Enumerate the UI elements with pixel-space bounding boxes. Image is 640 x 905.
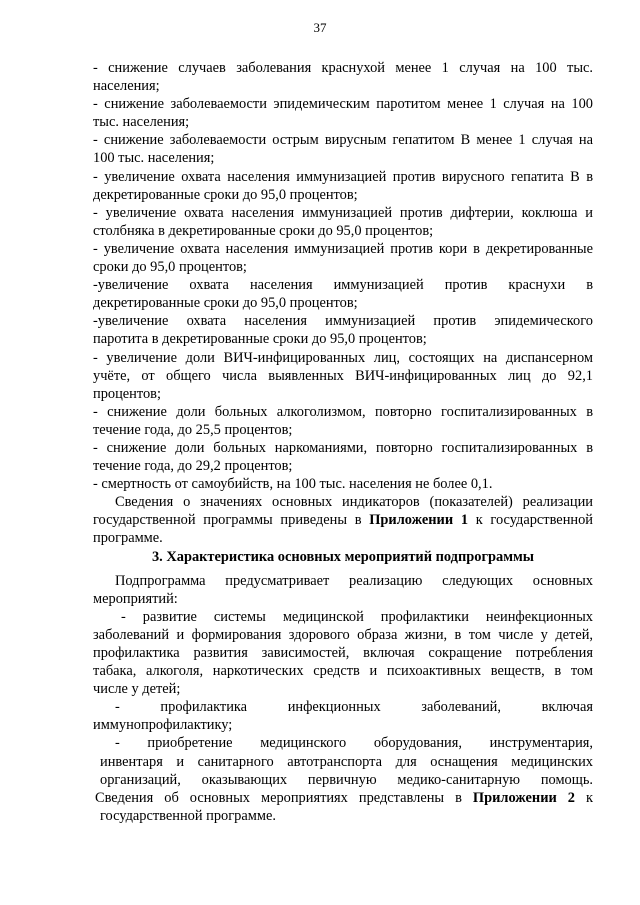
text-line: процентов; [93, 385, 161, 402]
text-span: государственной программы приведены в [93, 512, 370, 529]
text-line [93, 511, 593, 529]
section-heading: 3. Характеристика основных мероприятий подпрограммы [151, 548, 535, 565]
text-line: Сведения о значениях основных индикаторов (показателей) реализации [115, 494, 593, 511]
text-line: декретированные сроки до 95,0 процентов; [93, 186, 358, 203]
text-span: к [575, 789, 593, 806]
text-line: - снижение заболеваемости острым вирусным гепатитом В менее 1 случая на [93, 132, 593, 149]
text-span: к государственной [468, 512, 593, 529]
text-line: декретированные сроки до 95,0 процентов; [93, 295, 358, 312]
text-line: тыс. населения; [93, 114, 190, 131]
text-line: учёте, от общего числа выявленных ВИЧ-инфицированных лиц до 92,1 [93, 367, 593, 384]
text-line: - снижение заболеваемости эпидемическим паротитом менее 1 случая на 100 [93, 96, 593, 113]
text-line: организаций, оказывающих первичную медико-санитарную помощь. [100, 771, 593, 788]
text-line: течение года, до 29,2 процентов; [93, 458, 293, 475]
text-line: числе у детей; [93, 681, 181, 698]
text-line: паротита в декретированные сроки до 95,0 процентов; [93, 331, 427, 348]
text-line: - смертность от самоубийств, на 100 тыс. населения не более 0,1. [93, 476, 493, 493]
text-line: -увеличение охвата населения иммунизацией против эпидемического [93, 313, 593, 330]
document-body [93, 59, 593, 825]
text-line: иммунопрофилактику; [93, 717, 233, 734]
page-number: 37 [313, 20, 327, 35]
text-line: мероприятий: [93, 590, 178, 607]
text-line: - увеличение доли ВИЧ-инфицированных лиц, состоящих на диспансерном [93, 349, 593, 366]
text-line: - профилактика инфекционных заболеваний, включая [115, 699, 593, 716]
text-line: - снижение случаев заболевания краснухой менее 1 случая на 100 тыс. [93, 60, 593, 76]
text-line: инвентаря и санитарного автотранспорта для оснащения медицинских [100, 753, 593, 770]
text-line: табака, алкоголя, наркотических средств и психоактивных веществ, в том [93, 663, 593, 680]
text-line: заболеваний и формирования здорового образа жизни, в том числе у детей, [93, 626, 593, 643]
text-line: населения; [93, 78, 160, 95]
text-line: - увеличение охвата населения иммунизацией против кори в декретированные [93, 240, 593, 257]
appendix-1-reference: Приложении 1 [369, 512, 469, 529]
text-line: - увеличение охвата населения иммунизацией против дифтерии, коклюша и [93, 204, 593, 221]
appendix-2-reference: Приложении 2 [472, 789, 575, 806]
text-line: - снижение доли больных алкоголизмом, повторно госпитализированных в [93, 403, 593, 420]
text-line: 100 тыс. населения; [93, 150, 215, 167]
text-line: -увеличение охвата населения иммунизацией против краснухи в [93, 277, 593, 294]
text-line: столбняка в декретированные сроки до 95,0 процентов; [93, 222, 434, 239]
text-line: течение года, до 25,5 процентов; [93, 421, 293, 438]
text-line: - развитие системы медицинской профилактики неинфекционных [121, 608, 593, 625]
text-line: профилактика развития зависимостей, включая сокращение потребления [93, 645, 593, 661]
text-span: Сведения об основных мероприятиях представлены в [95, 789, 473, 806]
text-line [93, 789, 593, 807]
text-line: программе. [93, 530, 163, 547]
text-line: - увеличение охвата населения иммунизацией против вирусного гепатита В в [93, 168, 593, 185]
text-line: - приобретение медицинского оборудования, инструментария, [115, 735, 593, 752]
text-line: Подпрограмма предусматривает реализацию следующих основных [115, 572, 593, 589]
text-line: сроки до 95,0 процентов; [93, 259, 247, 276]
text-line: - снижение доли больных наркоманиями, повторно госпитализированных в [93, 439, 593, 456]
text-line: государственной программе. [100, 807, 276, 824]
